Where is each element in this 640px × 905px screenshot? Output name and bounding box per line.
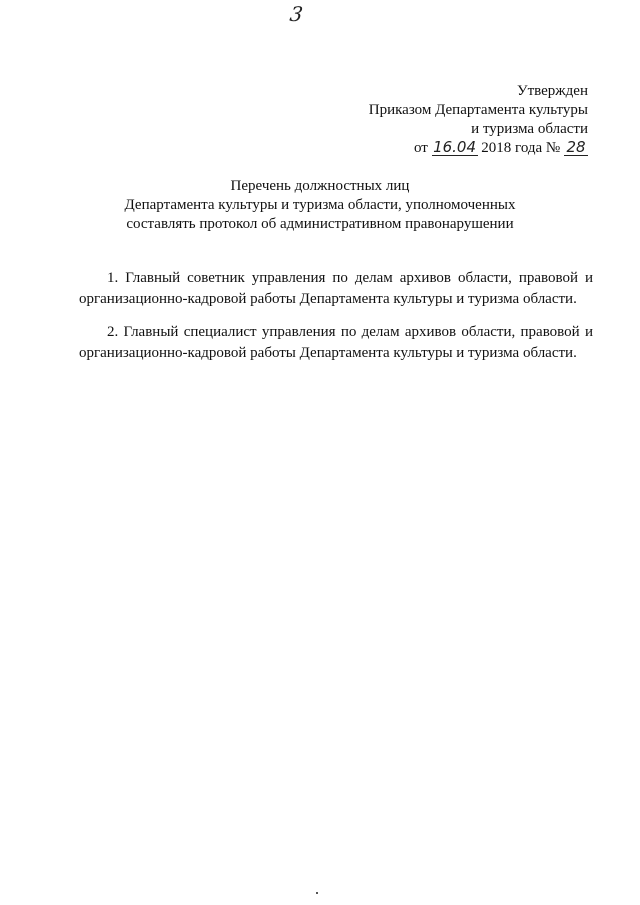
approval-stamp: [328, 82, 588, 158]
handwritten-order-number: 28: [564, 140, 588, 156]
title-line-3: составлять протокол об административном правонарушении: [126, 216, 514, 232]
document-title: [0, 177, 640, 234]
date-suffix: 2018 года №: [481, 140, 561, 156]
approval-line-order: Приказом Департамента культуры: [368, 102, 588, 118]
date-prefix: от: [413, 140, 428, 156]
page-number: 3: [288, 2, 305, 26]
list-item: 2. Главный специалист управления по делам архивов области, правовой и организационно-кадровой работы Департамента культуры и туризма области.: [79, 324, 593, 361]
approval-line-approved: Утвержден: [516, 83, 588, 99]
handwritten-date: 16.04: [433, 138, 477, 156]
title-line-2: Департамента культуры и туризма области, уполномоченных: [124, 197, 516, 213]
title-line-1: Перечень должностных лиц: [230, 178, 410, 194]
approval-line-date: [328, 139, 588, 158]
document-body: [79, 268, 593, 376]
scan-artifact-dot: [316, 892, 318, 894]
approval-line-department: и туризма области: [471, 121, 588, 137]
list-item: 1. Главный советник управления по делам архивов области, правовой и организационно-кадровой работы Департамента культуры и туризма области.: [79, 270, 593, 307]
